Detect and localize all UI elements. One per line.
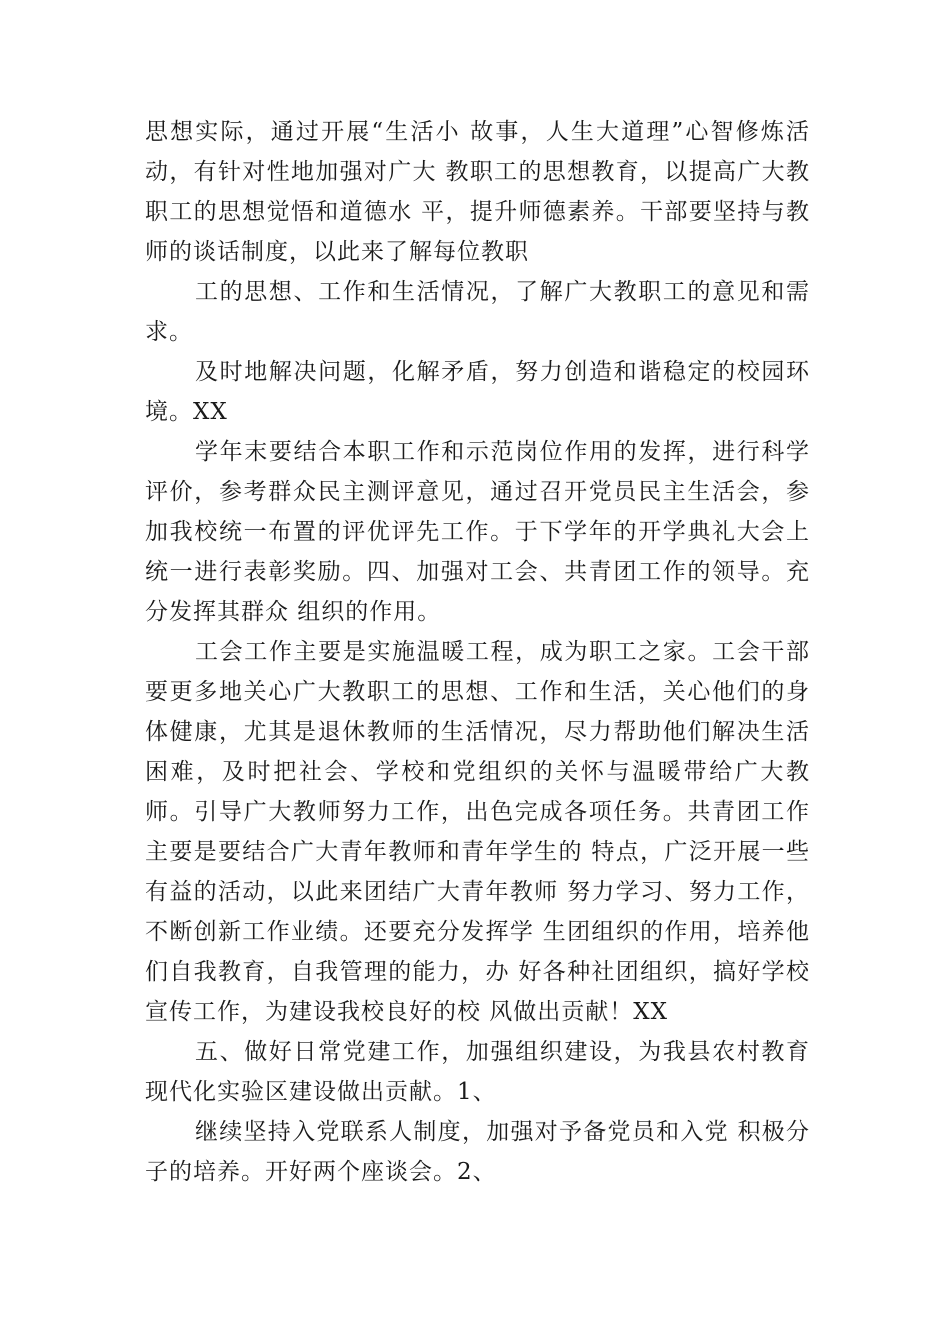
paragraph: 思想实际，通过开展“生活小 故事，人生大道理”心智修炼活动，有针对性地加强对广大 教职工的思想教育，以提高广大教职工的思想觉悟和道德水 平，提升师德素养。干部要坚持与教师的谈话制度，以此来了解每位教职 — [145, 119, 810, 265]
paragraph: 五、做好日常党建工作，加强组织建设，为我县农村教育现代化实验区建设做出贡献。1、 — [145, 1039, 810, 1105]
paragraph: 继续坚持入党联系人制度，加强对予备党员和入党 积极分子的培养。开好两个座谈会。2、 — [145, 1119, 810, 1185]
paragraph: 学年末要结合本职工作和示范岗位作用的发挥，进行科学评价，参考群众民主测评意见，通过召开党员民主生活会，参加我校统一布置的评优评先工作。于下学年的开学典礼大会上统一进行表彰奖励。四、加强对工会、共青团工作的领导。充分发挥其群众 组织的作用。 — [145, 439, 810, 625]
paragraph: 及时地解决问题，化解矛盾，努力创造和谐稳定的校园环境。XX — [145, 359, 810, 425]
paragraph: 工会工作主要是实施温暖工程，成为职工之家。工会干部要更多地关心广大教职工的思想、工作和生活，关心他们的身体健康，尤其是退休教师的生活情况，尽力帮助他们解决生活困难，及时把社会、学校和党组织的关怀与温暖带给广大教师。引导广大教师努力工作，出色完成各项任务。共青团工作主要是要结合广大青年教师和青年学生的 特点，广泛开展一些有益的活动，以此来团结广大青年教师 努力学习、努力工作，不断创新工作业绩。还要充分发挥学 生团组织的作用，培养他们自我教育，自我管理的能力，办 好各种社团组织，搞好学校宣传工作，为建设我校良好的校 风做出贡献！XX — [145, 639, 810, 1025]
document-body — [145, 112, 810, 1192]
paragraph: 工的思想、工作和生活情况，了解广大教职工的意见和需求。 — [145, 279, 810, 345]
